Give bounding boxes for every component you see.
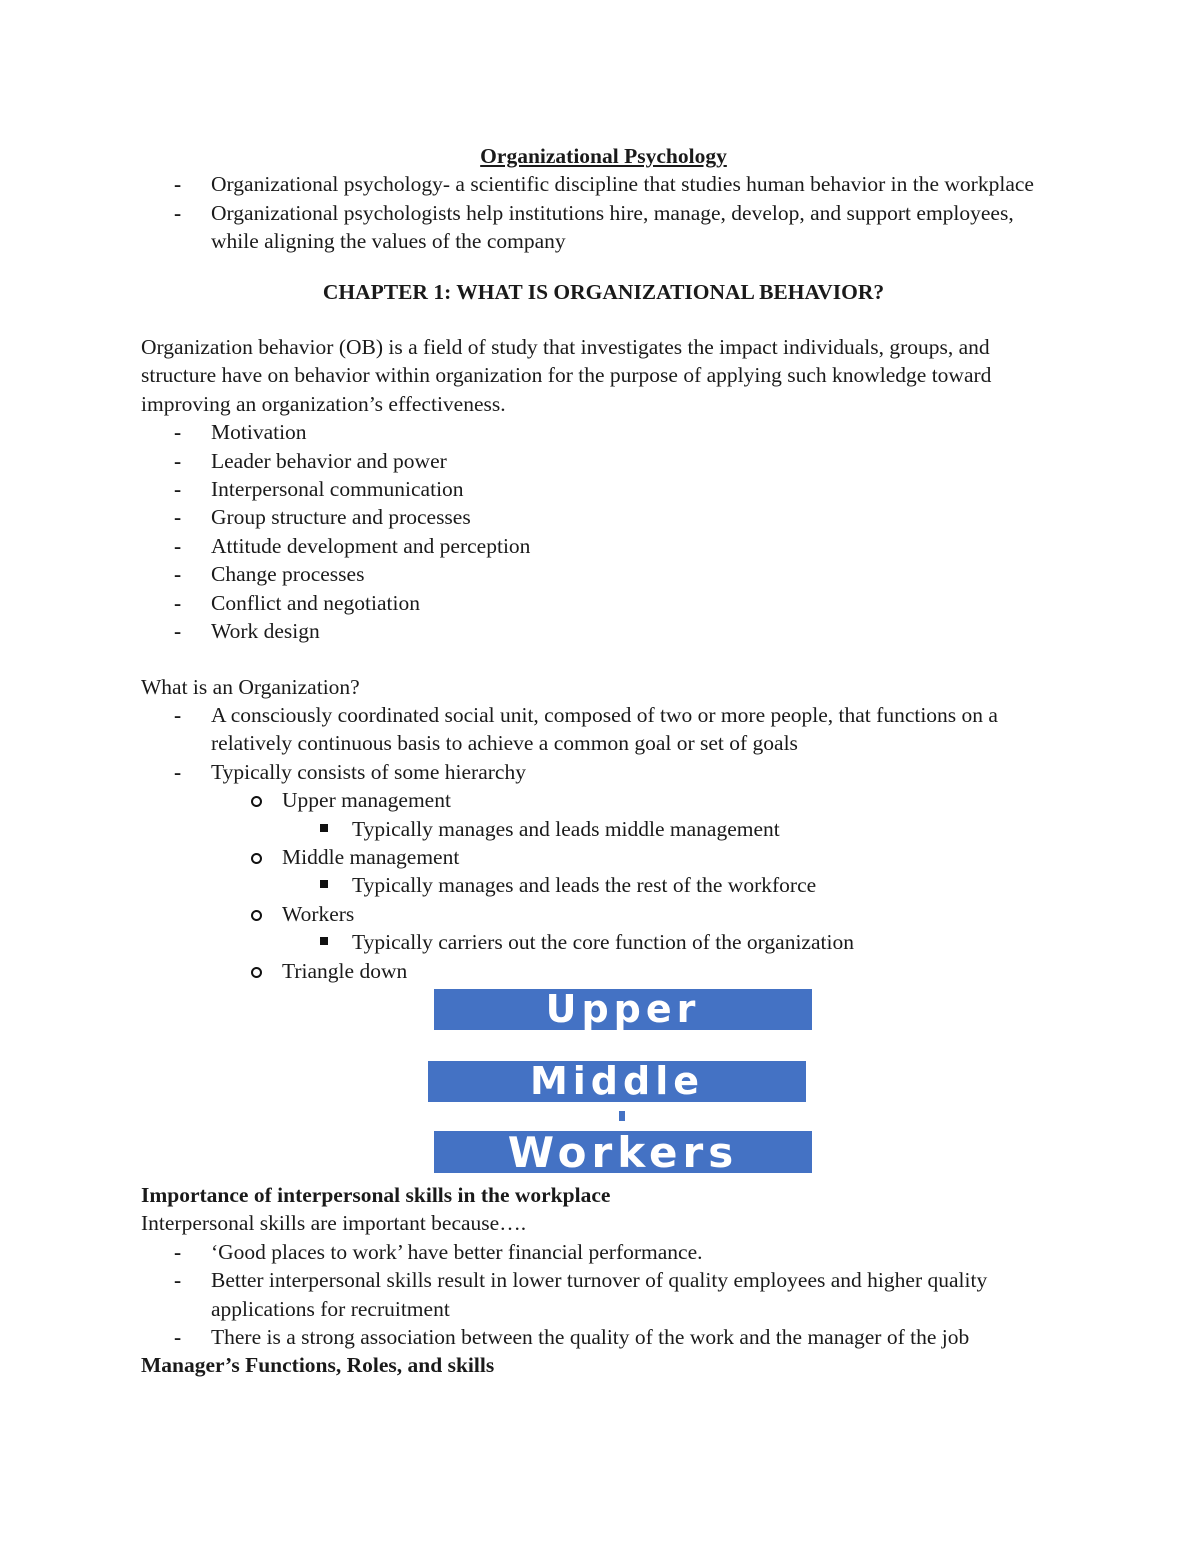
dash-bullet: - (174, 1268, 182, 1293)
hierarchy-detail-list (282, 871, 1066, 899)
dash-bullet: - (174, 533, 182, 558)
list-item-text: Organizational psychology- a scientific discipline that studies human behavior in the workplace (211, 172, 1034, 197)
circle-bullet-icon (251, 910, 262, 921)
dash-bullet: - (174, 759, 182, 784)
circle-bullet-icon (251, 967, 262, 978)
list-item (282, 928, 1066, 956)
dash-bullet: - (174, 702, 182, 727)
list-item-text: Organizational psychologists help institutions hire, manage, develop, and support employees, while aligning the values of the company (211, 200, 1014, 254)
document-title: Organizational Psychology (480, 144, 727, 168)
intro-list (141, 170, 1066, 255)
square-bullet-icon (320, 937, 328, 945)
dash-bullet: - (174, 1325, 182, 1349)
organization-list (141, 701, 1066, 985)
dash-bullet: - (174, 448, 182, 473)
square-bullet-icon (320, 824, 328, 832)
organization-question: What is an Organization? (141, 674, 360, 699)
hierarchy-item (211, 900, 1066, 957)
list-item (141, 503, 1066, 531)
list-item (141, 560, 1066, 588)
hierarchy-diagram (141, 985, 1066, 1181)
dash-bullet: - (174, 1239, 182, 1264)
hierarchy-item (211, 843, 1066, 900)
list-item (141, 758, 1066, 985)
list-item (282, 815, 1066, 843)
dash-bullet: - (174, 505, 182, 530)
list-item-text: Interpersonal communication (211, 477, 464, 502)
square-bullet-icon (320, 880, 328, 888)
document-body (141, 141, 1066, 1380)
dash-bullet: - (174, 619, 182, 644)
importance-list (141, 1238, 1066, 1352)
dash-bullet: - (174, 200, 182, 225)
hierarchy-detail-list (282, 815, 1066, 843)
list-item (141, 170, 1066, 198)
diagram-box-upper: Upper (434, 989, 812, 1030)
list-item-text: ‘Good places to work’ have better financial performance. (211, 1239, 703, 1264)
list-item (282, 871, 1066, 899)
connector-line (619, 1111, 625, 1121)
importance-heading: Importance of interpersonal skills in the workplace (141, 1182, 611, 1207)
ob-definition: Organization behavior (OB) is a field of study that investigates the impact individuals, groups, and structure have on behavior within organization for the purpose of applying such knowledge toward improving an organization’s effectiveness. (141, 335, 992, 416)
list-item (141, 1266, 1066, 1323)
circle-bullet-icon (251, 853, 262, 864)
hierarchy-detail: Typically manages and leads middle management (352, 816, 780, 841)
list-item-text: Typically consists of some hierarchy (211, 759, 526, 784)
list-item-text: There is a strong association between the quality of the work and the manager of the job (211, 1325, 970, 1349)
dash-bullet: - (174, 590, 182, 615)
hierarchy-level: Upper management (282, 788, 451, 813)
list-item-text: Change processes (211, 562, 365, 587)
list-item (141, 1238, 1066, 1266)
spacer (141, 646, 1066, 673)
dash-bullet: - (174, 172, 182, 197)
list-item (141, 589, 1066, 617)
list-item-text: Leader behavior and power (211, 448, 447, 473)
hierarchy-detail: Typically manages and leads the rest of the workforce (352, 873, 817, 898)
list-item (141, 447, 1066, 475)
diagram-box-workers: Workers (434, 1131, 812, 1173)
ob-topics-list (141, 418, 1066, 645)
hierarchy-level: Middle management (282, 844, 460, 869)
hierarchy-detail-list (282, 928, 1066, 956)
hierarchy-level: Workers (282, 901, 355, 926)
list-item-text: Conflict and negotiation (211, 590, 420, 615)
list-item (141, 1323, 1066, 1351)
list-item (141, 199, 1066, 256)
list-item (141, 475, 1066, 503)
manager-heading: Manager’s Functions, Roles, and skills (141, 1353, 495, 1378)
list-item-text: Attitude development and perception (211, 533, 531, 558)
importance-intro: Interpersonal skills are important because…. (141, 1211, 527, 1236)
list-item (141, 532, 1066, 560)
list-item-text: Motivation (211, 420, 307, 445)
chapter-title: CHAPTER 1: WHAT IS ORGANIZATIONAL BEHAVIOR? (322, 279, 885, 304)
list-item-text: Work design (211, 619, 320, 644)
diagram-box-middle: Middle (428, 1061, 806, 1102)
hierarchy-level: Triangle down (282, 958, 408, 983)
hierarchy-detail: Typically carriers out the core function of the organization (352, 930, 854, 955)
list-item (141, 701, 1066, 758)
dash-bullet: - (174, 477, 182, 502)
dash-bullet: - (174, 562, 182, 587)
spacer (141, 306, 1066, 333)
list-item (141, 617, 1066, 645)
circle-bullet-icon (251, 796, 262, 807)
hierarchy-list (141, 786, 1066, 985)
list-item-text: Group structure and processes (211, 505, 471, 530)
list-item-text: A consciously coordinated social unit, composed of two or more people, that functions on a relatively continuous basis to achieve a common goal or set of goals (211, 702, 998, 756)
hierarchy-item (211, 957, 1066, 985)
hierarchy-item (211, 786, 1066, 843)
list-item (141, 418, 1066, 446)
list-item-text: Better interpersonal skills result in lower turnover of quality employees and higher quality applications for recruitment (211, 1268, 988, 1321)
dash-bullet: - (174, 420, 182, 445)
